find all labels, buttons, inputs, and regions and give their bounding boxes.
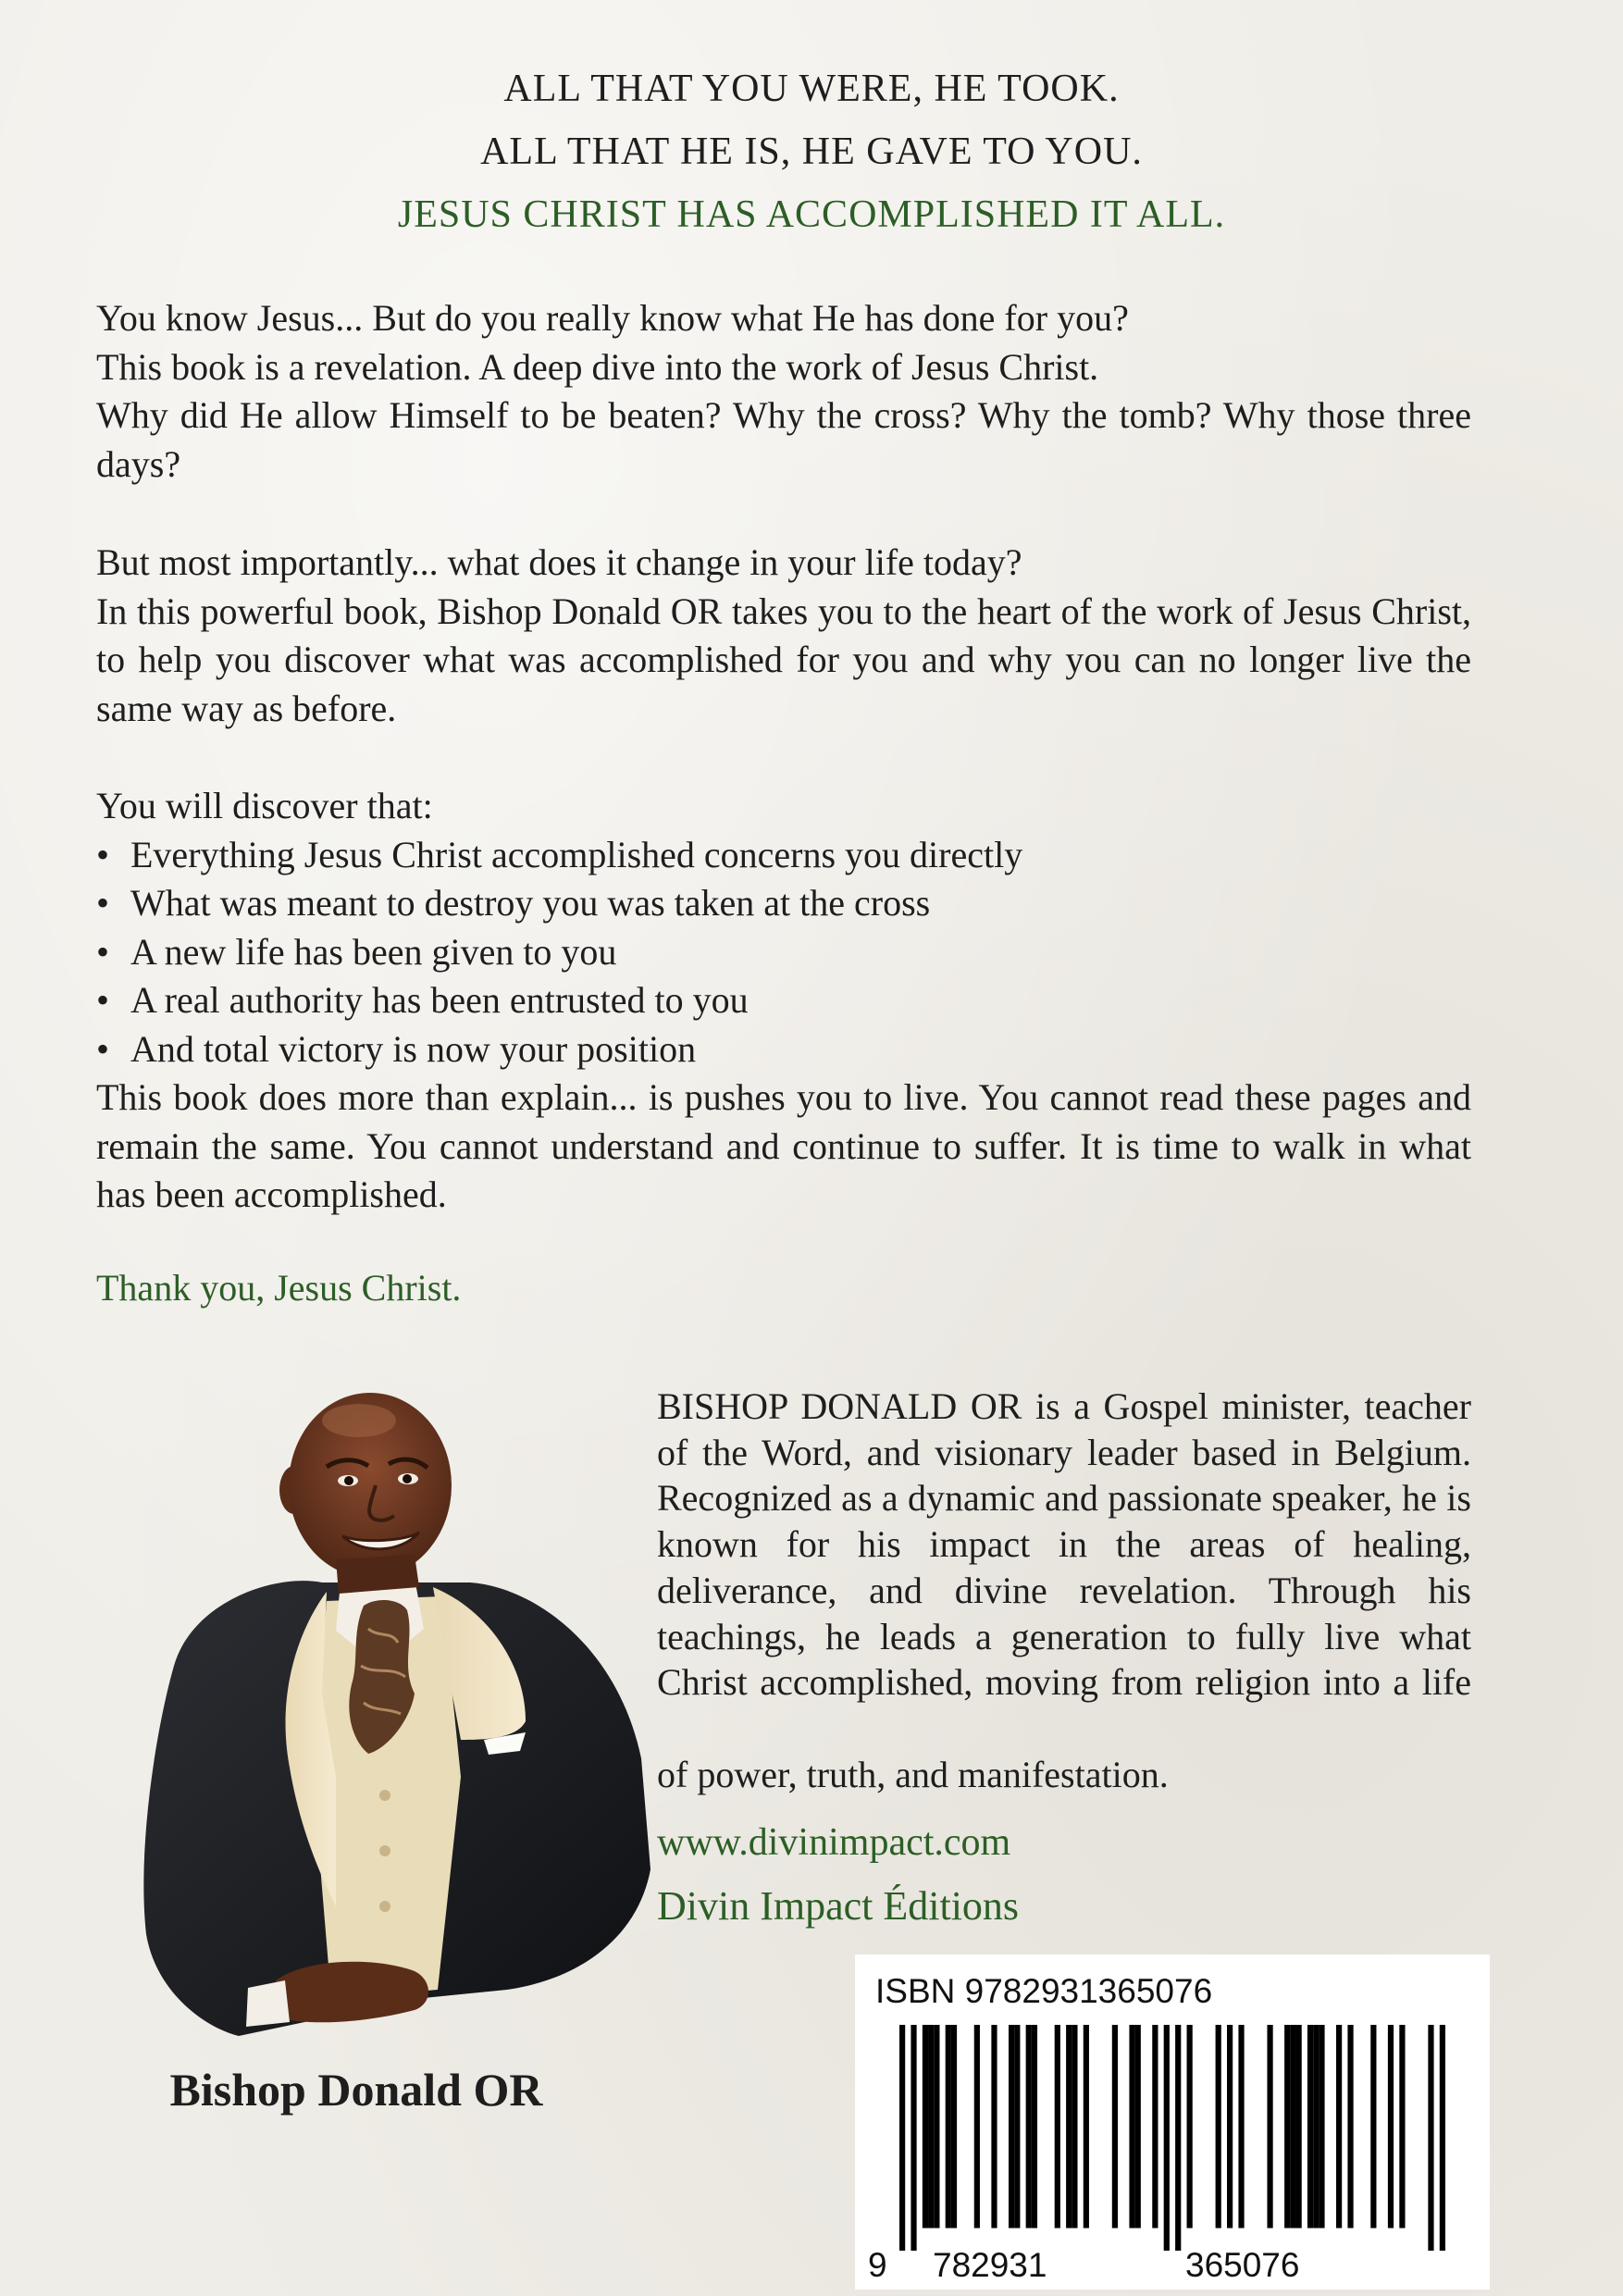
author-bio-end: of power, truth, and manifestation. [657, 1754, 1169, 1795]
barcode-bar [899, 2025, 905, 2251]
intro-line-1: You know Jesus... But do you really know what He has done for you? [96, 297, 1129, 339]
discover-item: • A real authority has been entrusted to you [96, 976, 1471, 1025]
discover-item: • What was meant to destroy you was taken at the cross [96, 879, 1471, 928]
barcode-bar [991, 2025, 997, 2228]
discover-intro: You will discover that: [96, 785, 433, 826]
barcode-bar [1216, 2025, 1221, 2228]
cover-heading [0, 57, 1623, 246]
barcode-bar [1055, 2025, 1060, 2228]
barcode-digits-left: 782931 [933, 2246, 1047, 2284]
barcode-bar [1026, 2025, 1032, 2228]
intro-paragraph [96, 294, 1471, 489]
discover-item: • A new life has been given to you [96, 928, 1471, 977]
barcode-digits-right: 365076 [1185, 2246, 1300, 2284]
author-photo [137, 1388, 655, 2045]
discover-closing: This book does more than explain... is pushes you to live. You cannot read these pages and remain the same. You cannot understand and continue to suffer. It is time to walk in what has been accomplished. [96, 1076, 1471, 1215]
barcode-bar [1313, 2025, 1319, 2228]
barcode-bar [1336, 2025, 1342, 2228]
importance-line-2: In this powerful book, Bishop Donald OR takes you to the heart of the work of Jesus Christ, to help you discover what was accomplished for you and why you can no longer live the same way as before. [96, 590, 1471, 729]
author-bio: BISHOP DONALD OR is a Gospel minister, teacher of the Word, and visionary leader based in Belgium. Recognized as a dynamic and passionate speaker, he is known for his impact in the areas of healing, deliverance, and divine revelation. Through his teachings, he leads a generation to fully live what Christ accomplished, moving from religion into a life [657, 1385, 1471, 1704]
heading-line-1: ALL THAT YOU WERE, HE TOOK. [503, 68, 1120, 110]
barcode-bar [1112, 2025, 1118, 2228]
barcode-bar [1428, 2025, 1433, 2251]
publisher-name: Divin Impact Éditions [657, 1883, 1020, 1929]
barcode-bar [1164, 2025, 1170, 2251]
author-name: Bishop Donald OR [169, 2064, 543, 2116]
barcode-bar [1066, 2025, 1072, 2228]
barcode-bar [951, 2025, 957, 2228]
barcode-bar [1135, 2025, 1141, 2228]
thanks-line: Thank you, Jesus Christ. [96, 1267, 462, 1309]
discover-item: • Everything Jesus Christ accomplished concerns you directly [96, 831, 1471, 880]
discover-item: • And total victory is now your position [96, 1025, 1471, 1074]
barcode-bar [1187, 2025, 1193, 2228]
barcode-panel [855, 1955, 1490, 2290]
barcode-digit-first: 9 [868, 2246, 887, 2284]
intro-line-2: This book is a revelation. A deep dive into the work of Jesus Christ. [96, 345, 1099, 388]
barcode-bar [1290, 2025, 1295, 2228]
barcode-bar [1440, 2025, 1445, 2251]
barcode-bar [1267, 2025, 1272, 2228]
barcode-bar [974, 2025, 980, 2228]
importance-paragraph [96, 539, 1471, 733]
barcode-bar [911, 2025, 916, 2251]
heading-line-2: ALL THAT HE IS, HE GAVE TO YOU. [480, 130, 1143, 173]
barcode-bar [1129, 2025, 1134, 2228]
barcode-bar [1238, 2025, 1244, 2228]
barcode-bar [1399, 2025, 1405, 2228]
barcode-bar [1319, 2025, 1324, 2228]
barcode-bar [1084, 2025, 1089, 2228]
barcode-bar [1347, 2025, 1353, 2228]
importance-line-1: But most importantly... what does it change in your life today? [96, 541, 1022, 583]
barcode-bar [1014, 2025, 1020, 2228]
barcode-bar [1152, 2025, 1158, 2228]
intro-line-3: Why did He allow Himself to be beaten? Why the cross? Why the tomb? Why those three days? [96, 394, 1471, 485]
isbn-label: ISBN 9782931365076 [875, 1972, 1213, 2010]
barcode-bar [1009, 2025, 1014, 2228]
barcode-bar [1284, 2025, 1290, 2228]
barcode-bar [1175, 2025, 1181, 2251]
barcode-bar [1388, 2025, 1394, 2228]
barcode-bar [946, 2025, 951, 2228]
barcode [899, 2025, 1445, 2251]
barcode-bar [1370, 2025, 1376, 2228]
barcode-bar [1296, 2025, 1302, 2228]
website-link[interactable]: www.divinimpact.com [657, 1821, 1011, 1864]
barcode-bar [928, 2025, 934, 2228]
barcode-bar [1072, 2025, 1077, 2228]
barcode-bar [923, 2025, 928, 2228]
discover-section [96, 782, 1471, 1220]
barcode-bar [1227, 2025, 1233, 2228]
discover-list [96, 831, 1471, 1074]
barcode-bar [934, 2025, 939, 2228]
barcode-bar [1032, 2025, 1037, 2228]
heading-line-3: JESUS CHRIST HAS ACCOMPLISHED IT ALL. [397, 193, 1226, 236]
barcode-bar [1307, 2025, 1313, 2228]
